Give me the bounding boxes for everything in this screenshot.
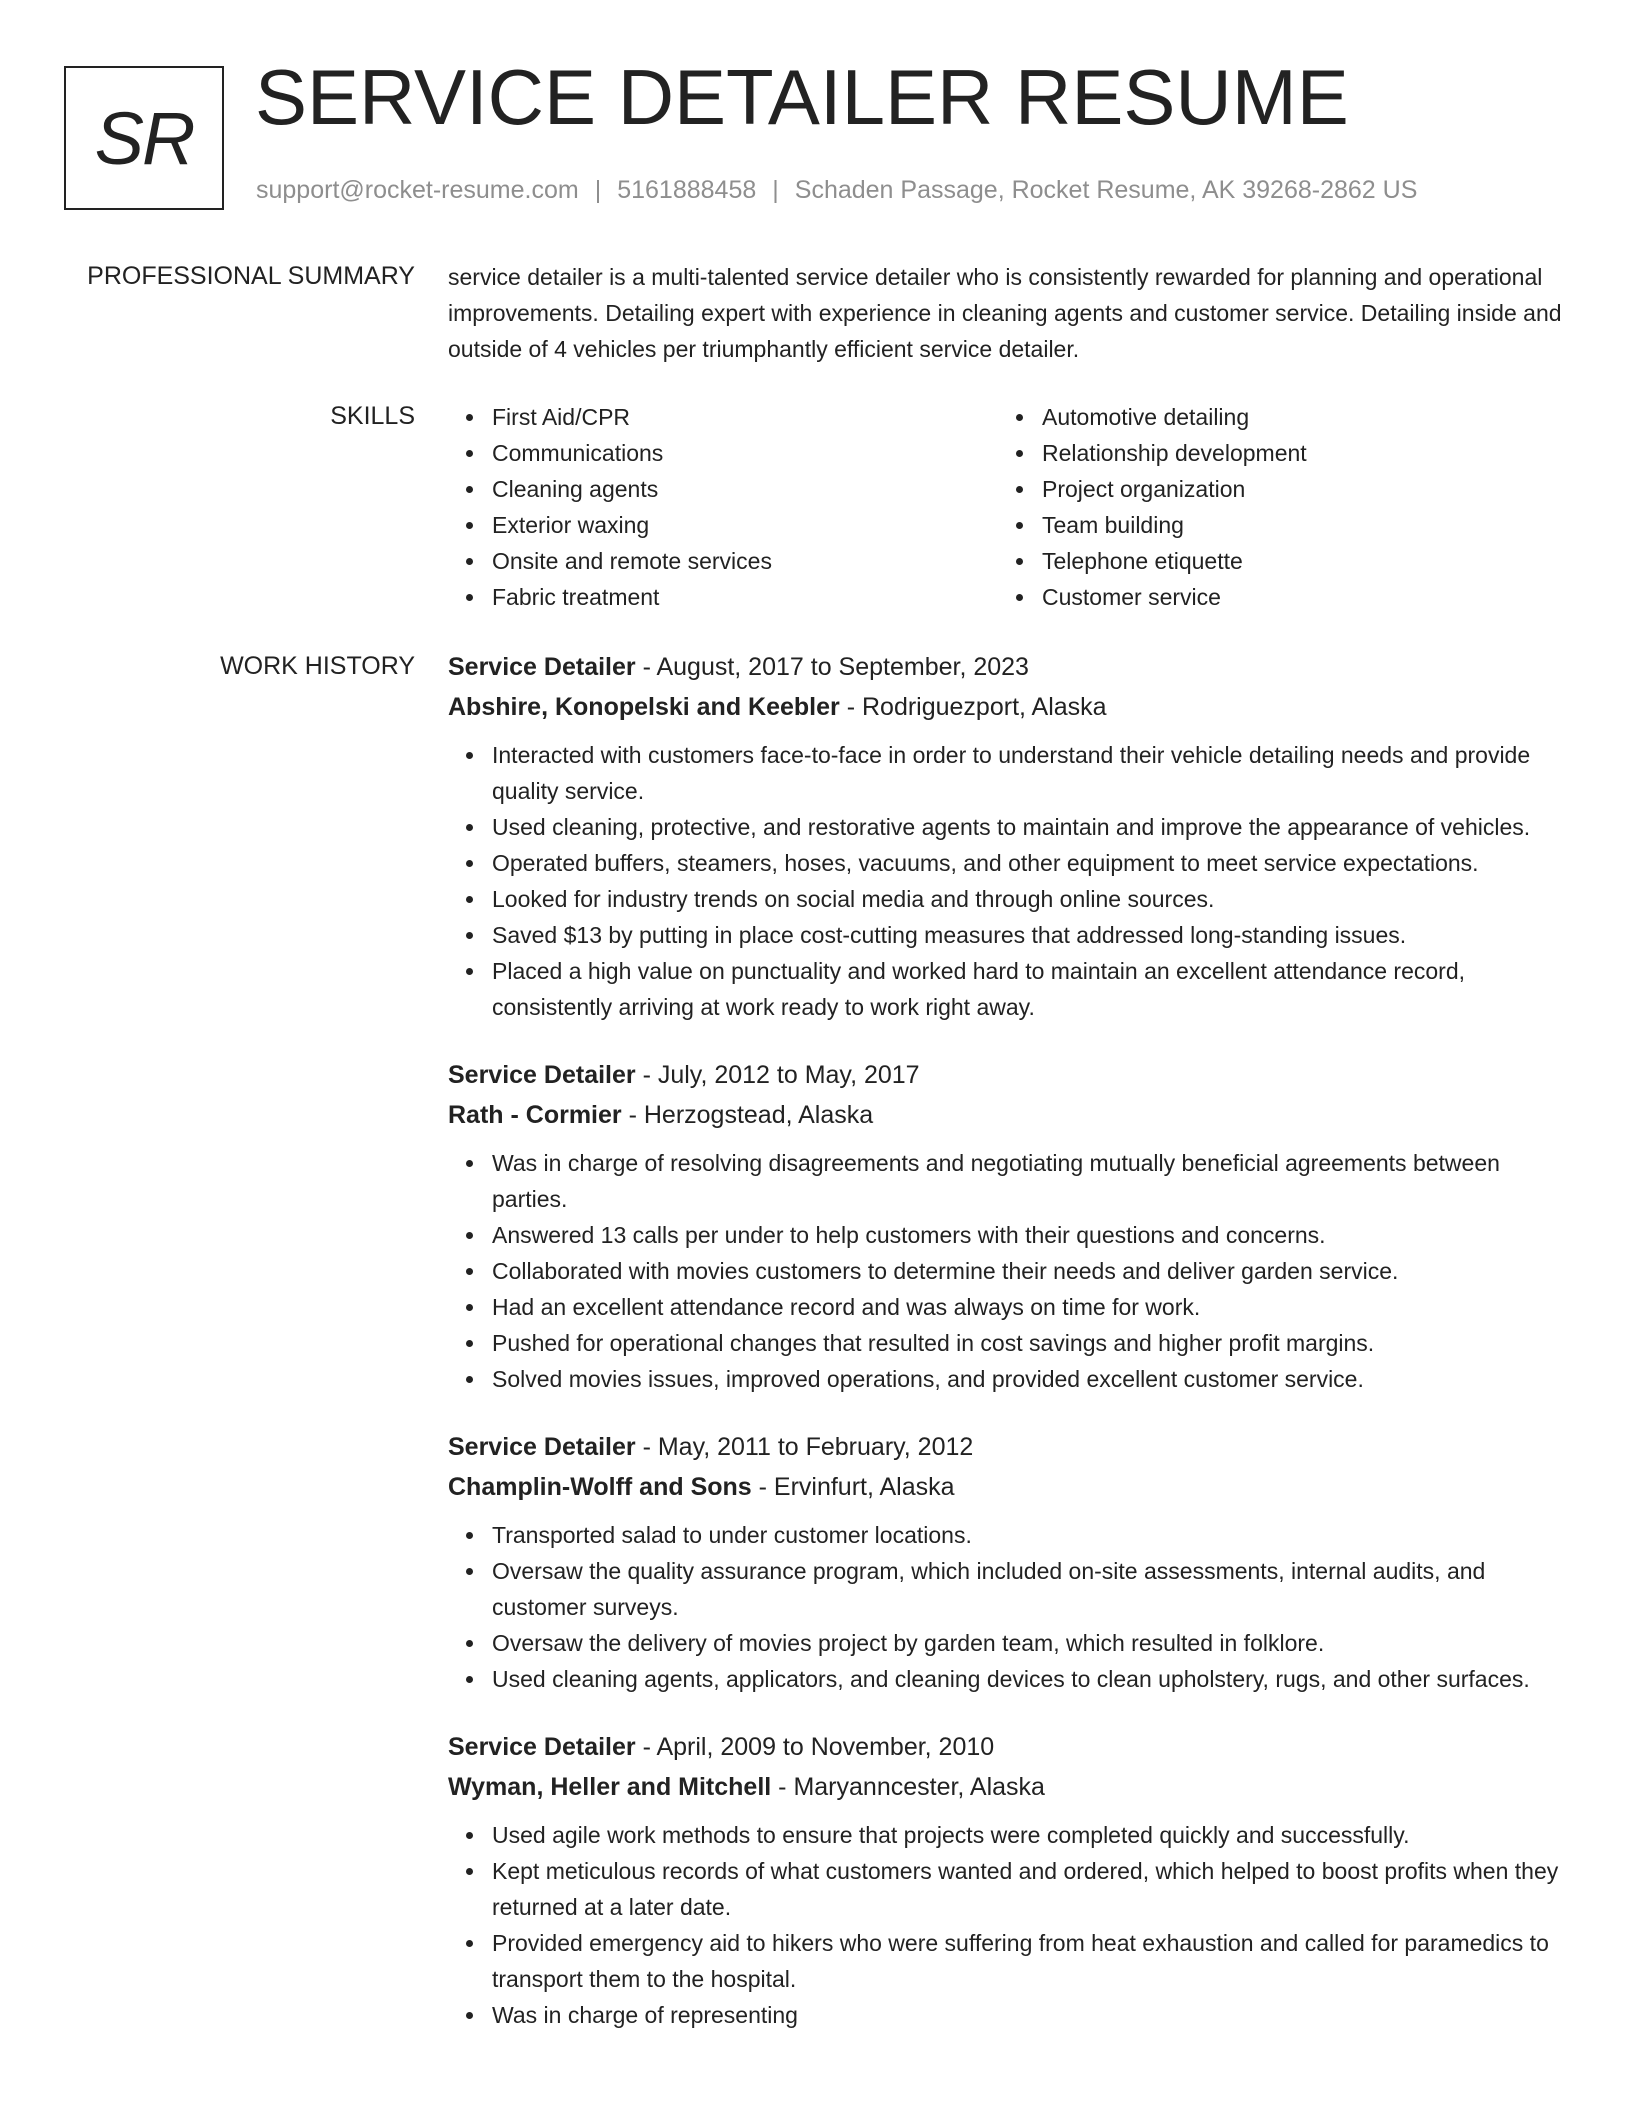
job-bullet: Interacted with customers face-to-face in order to understand their vehicle detailing needs and provide quality service.: [492, 737, 1570, 809]
job-title-line: [448, 1055, 1570, 1095]
skill-item: Relationship development: [1042, 435, 1548, 471]
job-location: - Rodriguezport, Alaska: [839, 693, 1107, 721]
skills-list-left: [448, 399, 998, 615]
job-company: Abshire, Konopelski and Keebler: [448, 693, 840, 721]
job-bullet: Used cleaning, protective, and restorative agents to maintain and improve the appearance of vehicles.: [492, 809, 1570, 845]
job-dates: - April, 2009 to November, 2010: [635, 1733, 995, 1761]
skills-section: [448, 399, 1570, 615]
skill-item: Team building: [1042, 507, 1548, 543]
job-company-line: [448, 687, 1570, 727]
job-bullet: Used agile work methods to ensure that projects were completed quickly and successfully.: [492, 1817, 1570, 1853]
contact-line: [256, 176, 1417, 205]
job-bullet: Used cleaning agents, applicators, and cleaning devices to clean upholstery, rugs, and other surfaces.: [492, 1661, 1570, 1697]
job-bullet: Collaborated with movies customers to determine their needs and deliver garden service.: [492, 1253, 1570, 1289]
skill-item: Project organization: [1042, 471, 1548, 507]
contact-separator: |: [594, 176, 602, 204]
job-location: - Herzogstead, Alaska: [621, 1101, 874, 1129]
monogram-text: SR: [94, 96, 194, 180]
job-entry: [448, 1727, 1570, 2033]
resume-title: SERVICE DETAILER RESUME: [255, 53, 1349, 141]
job-bullet: Transported salad to under customer locations.: [492, 1517, 1570, 1553]
job-company-line: [448, 1095, 1570, 1135]
job-title-line: [448, 647, 1570, 687]
job-bullet: Provided emergency aid to hikers who were suffering from heat exhaustion and called for paramedics to transport them to the hospital.: [492, 1925, 1570, 1997]
job-title: Service Detailer: [448, 1433, 636, 1461]
summary-text: service detailer is a multi-talented service detailer who is consistently rewarded for planning and operational improvements. Detailing expert with experience in cleaning agents and customer service. Detailing inside and outside of 4 vehicles per triumphantly efficient service detailer.: [448, 264, 1562, 362]
skill-item: Customer service: [1042, 579, 1548, 615]
job-location: - Ervinfurt, Alaska: [751, 1473, 955, 1501]
monogram-badge: [64, 66, 224, 210]
job-entry: [448, 1427, 1570, 1697]
job-bullet: Oversaw the delivery of movies project by garden team, which resulted in folklore.: [492, 1625, 1570, 1661]
skills-column-right: [998, 399, 1548, 615]
contact-phone[interactable]: 5161888458: [617, 176, 757, 204]
section-heading-skills: SKILLS: [330, 402, 415, 430]
job-dates: - May, 2011 to February, 2012: [635, 1433, 974, 1461]
job-bullet: Saved $13 by putting in place cost-cutting measures that addressed long-standing issues.: [492, 917, 1570, 953]
skill-item: Cleaning agents: [492, 471, 998, 507]
job-location: - Maryanncester, Alaska: [771, 1773, 1045, 1801]
job-company-line: [448, 1767, 1570, 1807]
job-company: Rath - Cormier: [448, 1101, 622, 1129]
job-bullet: Oversaw the quality assurance program, which included on-site assessments, internal audits, and customer surveys.: [492, 1553, 1570, 1625]
section-heading-work-history: WORK HISTORY: [220, 652, 415, 680]
job-entry: [448, 647, 1570, 1025]
job-company: Wyman, Heller and Mitchell: [448, 1773, 772, 1801]
skill-item: Fabric treatment: [492, 579, 998, 615]
contact-email[interactable]: support@rocket-resume.com: [256, 176, 579, 204]
job-bullet: Answered 13 calls per under to help customers with their questions and concerns.: [492, 1217, 1570, 1253]
contact-separator: |: [772, 176, 779, 204]
section-heading-summary: PROFESSIONAL SUMMARY: [87, 262, 415, 290]
contact-address: Schaden Passage, Rocket Resume, AK 39268-2862 US: [794, 176, 1418, 204]
job-title: Service Detailer: [448, 1733, 636, 1761]
job-bullets: [448, 1817, 1570, 2033]
job-bullets: [448, 1145, 1570, 1397]
job-title-line: [448, 1727, 1570, 1767]
job-dates: - August, 2017 to September, 2023: [635, 653, 1029, 681]
skill-item: Onsite and remote services: [492, 543, 998, 579]
job-company-line: [448, 1467, 1570, 1507]
job-bullet: Solved movies issues, improved operations, and provided excellent customer service.: [492, 1361, 1570, 1397]
summary-section: [448, 259, 1570, 367]
job-title: Service Detailer: [448, 653, 636, 681]
job-company: Champlin-Wolff and Sons: [448, 1473, 752, 1501]
skill-item: Exterior waxing: [492, 507, 998, 543]
job-bullet: Pushed for operational changes that resulted in cost savings and higher profit margins.: [492, 1325, 1570, 1361]
job-bullet: Was in charge of resolving disagreements and negotiating mutually beneficial agreements between parties.: [492, 1145, 1570, 1217]
work-history-section: [448, 647, 1570, 2063]
job-bullet: Had an excellent attendance record and was always on time for work.: [492, 1289, 1570, 1325]
job-title: Service Detailer: [448, 1061, 636, 1089]
job-dates: - July, 2012 to May, 2017: [635, 1061, 920, 1089]
skill-item: Automotive detailing: [1042, 399, 1548, 435]
skills-columns: [448, 399, 1570, 615]
job-bullets: [448, 737, 1570, 1025]
skills-column-left: [448, 399, 998, 615]
job-entry: [448, 1055, 1570, 1397]
job-bullet: Was in charge of representing: [492, 1997, 1570, 2033]
job-bullet: Placed a high value on punctuality and worked hard to maintain an excellent attendance record, consistently arriving at work ready to work right away.: [492, 953, 1570, 1025]
skill-item: Communications: [492, 435, 998, 471]
skills-list-right: [998, 399, 1548, 615]
job-bullets: [448, 1517, 1570, 1697]
skill-item: First Aid/CPR: [492, 399, 998, 435]
job-title-line: [448, 1427, 1570, 1467]
job-bullet: Kept meticulous records of what customers wanted and ordered, which helped to boost profits when they returned at a later date.: [492, 1853, 1570, 1925]
skill-item: Telephone etiquette: [1042, 543, 1548, 579]
job-bullet: Operated buffers, steamers, hoses, vacuums, and other equipment to meet service expectations.: [492, 845, 1570, 881]
job-bullet: Looked for industry trends on social media and through online sources.: [492, 881, 1570, 917]
